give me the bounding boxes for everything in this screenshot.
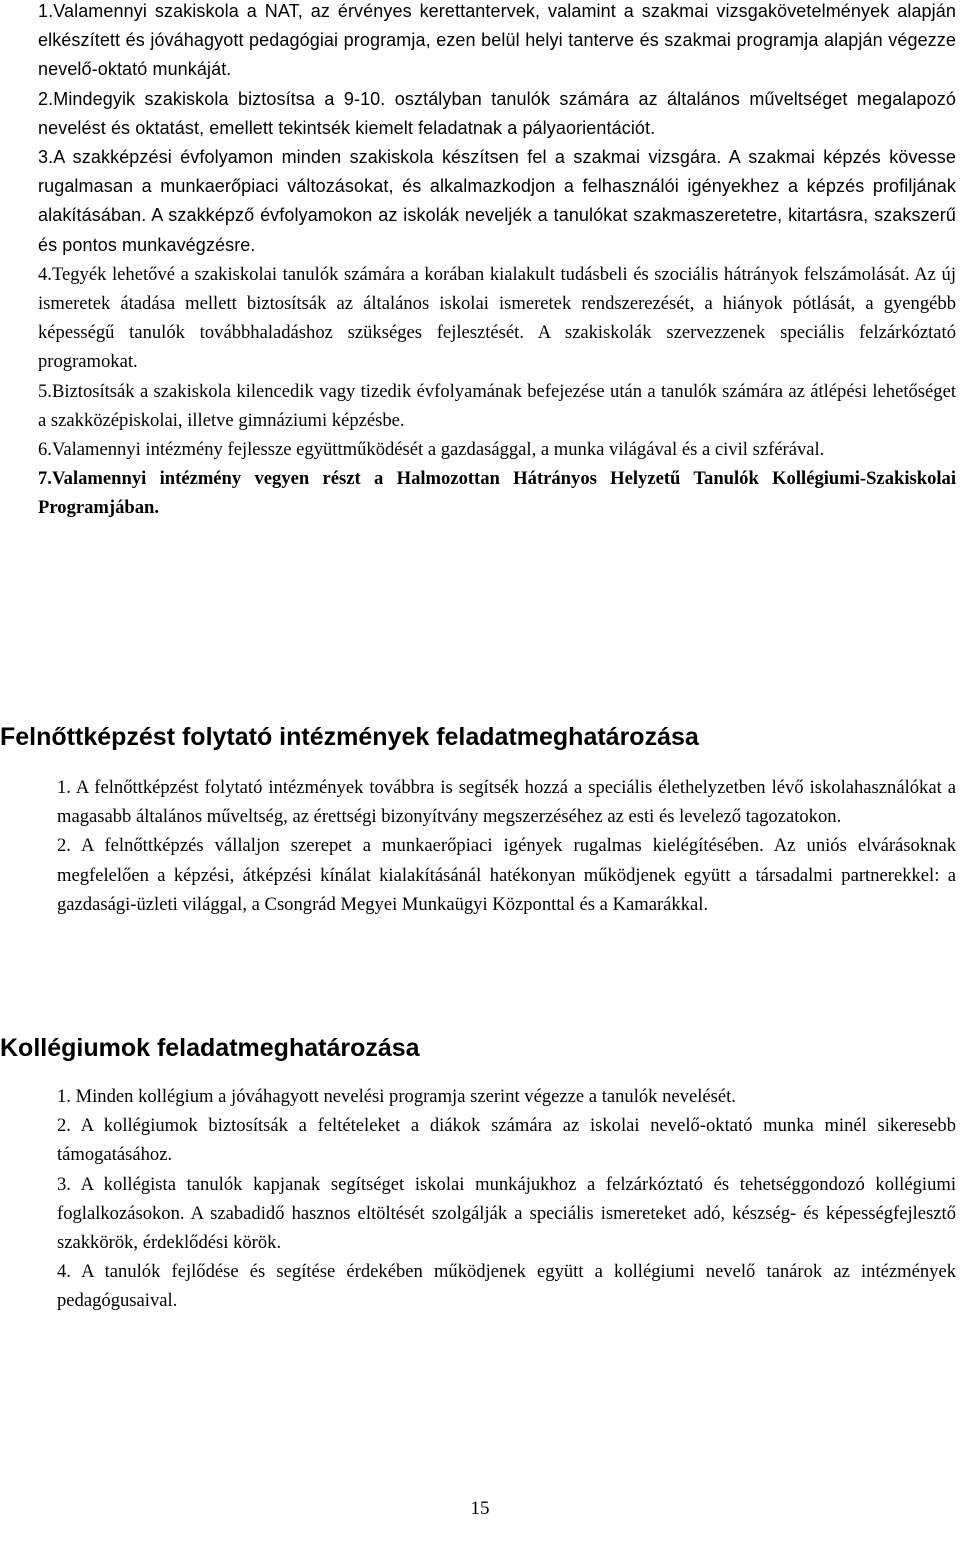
list-item-7 [38,464,956,522]
list-item-1: 1. Minden kollégium a jóváhagyott nevelési programja szerint végezze a tanulók nevelését. [57,1086,736,1107]
list-item-2 [38,85,956,143]
list-item-number: 5. [38,380,52,402]
list-item-number: 7. [38,468,52,490]
list-item-4: 4. A tanulók fejlődése és segítése érdekében működjenek együtt a kollégiumi nevelő tanárok az intézmények pedagógusaival. [57,1261,956,1312]
list-item-number: 6. [38,439,52,461]
list-item-3: 3. A kollégista tanulók kapjanak segítséget iskolai munkájukhoz a felzárkóztató és tehetséggondozó kollégiumi foglalkozásokon. A szabadidő hasznos eltöltését szolgálják a speciális ismereteket adó, készség- és képességfejlesztő szakkörök, érdeklődési körök. [57,1173,956,1254]
list-item-4 [38,260,956,377]
list-item-text: Mindegyik szakiskola biztosítsa a 9-10. osztályban tanulók számára az általános műveltséget megalapozó nevelést és oktatást, emellett tekintsék kiemelt feladatnak a pályaorientációt. [38,88,956,138]
list-item-number: 2. [38,88,54,109]
section-heading-kollegiumok: Kollégiumok feladatmeghatározása [0,1034,420,1062]
page-number: 15 [470,1498,490,1519]
list-item-number: 4. [38,263,52,285]
list-item-3 [38,143,956,260]
list-item-number: 1. [38,1,54,21]
list-item-2: 2. A felnőttképzés vállaljon szerepet a munkaerőpiaci igények rugalmas kielégítésében. Az uniós elvárásoknak megfelelően a képzési, átképzési kínálat kialakításánál hatékonyan működjenek együtt a társadalmi partnerekkel: a gazdasági-üzleti világgal, a Csongrád Megyei Munkaügyi Központtal és a Kamarákkal. [57,835,956,915]
list-item-1: 1. A felnőttképzést folytató intézmények továbbra is segítsék hozzá a speciális élethelyzetben lévő iskolahasználókat a magasabb általános műveltség, az érettségi bizonyítvány megszerzéséhez az esti és levelező tagozatokon. [57,777,956,828]
list-item-6 [38,435,956,464]
kollegiumok-list [57,1082,956,1316]
list-item-1 [38,0,956,85]
szakiskola-list [38,0,956,523]
list-item-text: A szakképzési évfolyamon minden szakiskola készítsen fel a szakmai vizsgára. A szakmai képzés kövesse rugalmasan a munkaerőpiaci változásokat, és alkalmazkodjon a felhasználói igényekhez a képzés profiljának alakításában. A szakképző évfolyamokon az iskolák neveljék a tanulókat szakmaszeretetre, kitartásra, szakszerű és pontos munkavégzésre. [38,147,956,255]
list-item-text: Biztosítsák a szakiskola kilencedik vagy tizedik évfolyamának befejezése után a tanulók számára az átlépési lehetőséget a szakközépiskolai, illetve gimnáziumi képzésbe. [38,380,956,431]
felnottkepzes-list [57,773,956,919]
list-item-text: Valamennyi szakiskola a NAT, az érvényes kerettantervek, valamint a szakmai vizsgakövetelmények alapján elkészített és jóváhagyott pedagógiai programja, ezen belül helyi tanterve és szakmai programja alapján végezze nevelő-oktató munkáját. [38,1,956,80]
list-item-5 [38,377,956,435]
list-item-text: Valamennyi intézmény fejlessze együttműködését a gazdasággal, a munka világával és a civil szférával. [51,439,825,461]
list-item-number: 3. [38,147,54,168]
list-item-text: Tegyék lehetővé a szakiskolai tanulók számára a korában kialakult tudásbeli és szociális hátrányok felszámolását. Az új ismeretek átadása mellett biztosítsák az általános iskolai ismeretek rendszerezését, a hiányok pótlását, a gyengébb képességű tanulók továbbhaladáshoz szükséges fejlesztését. A szakiskolák szervezzenek speciális felzárkóztató programokat. [38,263,956,373]
section-heading-felnottkepzes: Felnőttképzést folytató intézmények feladatmeghatározása [0,723,699,751]
list-item-2: 2. A kollégiumok biztosítsák a feltételeket a diákok számára az iskolai nevelő-oktató munka minél sikeresebb támogatásához. [57,1115,956,1166]
list-item-text: Valamennyi intézmény vegyen részt a Halmozottan Hátrányos Helyzetű Tanulók Kollégiumi-Szakiskolai Programjában. [38,468,956,519]
